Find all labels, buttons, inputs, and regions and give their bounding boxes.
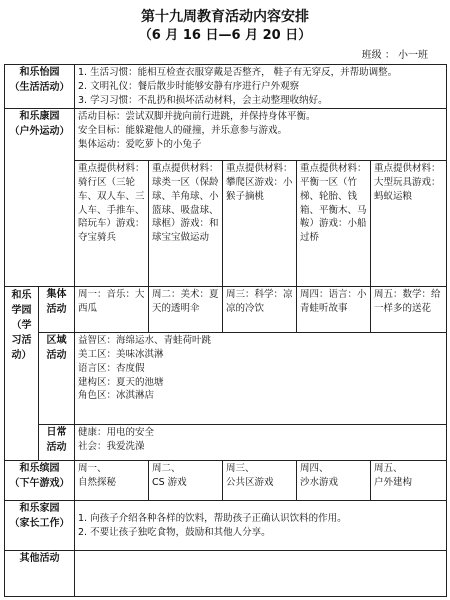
study-day-mon-text: 周一：音乐：大西瓜 [78, 289, 145, 315]
study-area-row [5, 333, 447, 425]
other-content [75, 551, 447, 597]
study-group-row [5, 287, 447, 333]
afternoon-fri-activity: 户外建构 [374, 477, 413, 489]
afternoon-tue-day: 周二、 [152, 463, 181, 475]
afternoon-fri [371, 461, 447, 501]
area-role: 角色区：冰淇淋店 [78, 390, 155, 402]
afternoon-wed-activity: 公共区游戏 [226, 477, 274, 489]
date-range: （6 月 16 日—6 月 20 日） [138, 28, 312, 43]
outdoor-area-3-text: 重点提供材料：攀爬区游戏：小猴子摘桃 [226, 163, 293, 202]
home-item-2: 2. 不要让孩子独吃食物，鼓励和其他人分享。 [78, 526, 271, 538]
outdoor-goals [75, 109, 447, 161]
other-label: 其他活动 [5, 551, 75, 597]
schedule-table [4, 64, 447, 597]
home-item-1: 1. 向孩子介绍各种各样的饮料，帮助孩子正确认识饮料的作用。 [78, 513, 347, 525]
study-day-tue [149, 287, 223, 333]
outdoor-area-1-text: 重点提供材料：骑行区（三轮车、双人车、三人车、手推车、陪玩车）游戏：夺宝骑兵 [78, 163, 145, 244]
daily-health: 健康：用电的安全 [78, 427, 155, 439]
study-day-mon [75, 287, 149, 333]
outdoor-header [5, 109, 75, 287]
life-item-3: 3. 学习习惯：不乱扔和损坏活动材料，会主动整理收纳好。 [78, 94, 328, 106]
life-row [5, 65, 447, 109]
life-item-1: 1. 生活习惯：能相互检查衣服穿戴是否整齐， 鞋子有无穿反，并帮助调整。 [78, 67, 398, 78]
afternoon-fri-day: 周五、 [374, 463, 403, 475]
afternoon-row [5, 461, 447, 501]
study-area-label: 区域活动 [39, 333, 75, 425]
home-row [5, 501, 447, 551]
afternoon-mon [75, 461, 149, 501]
life-name: 和乐怡园 [19, 67, 60, 78]
outdoor-goal-group: 集体运动：爱吃萝卜的小兔子 [78, 138, 202, 150]
study-daily-row [5, 425, 447, 461]
afternoon-thu [297, 461, 371, 501]
outdoor-area-2 [149, 161, 223, 287]
study-header [5, 287, 39, 461]
outdoor-area-4 [297, 161, 371, 287]
outdoor-area-2-text: 重点提供材料：球类一区（保龄球、羊角球、小篮球、吸盘球、球框）游戏：和球宝宝做运动 [152, 163, 219, 244]
afternoon-tue-activity: CS 游戏 [152, 477, 187, 489]
afternoon-name: 和乐缤园 [19, 463, 60, 475]
afternoon-wed [223, 461, 297, 501]
study-daily-label: 日常活动 [39, 425, 75, 461]
study-day-thu [297, 287, 371, 333]
study-name: 和乐学园 [11, 290, 32, 317]
study-daily-content [75, 425, 447, 461]
outdoor-area-5-text: 重点提供材料：大型玩具游戏：蚂蚁运粮 [374, 163, 441, 202]
outdoor-goal-safety: 安全目标：能躲避他人的碰撞，并乐意参与游戏。 [78, 125, 288, 137]
afternoon-tue [149, 461, 223, 501]
afternoon-mon-day: 周一、 [78, 463, 107, 475]
study-day-thu-text: 周四：语言：小青蛙听故事 [300, 289, 367, 315]
outdoor-goal-activity: 活动目标：尝试双脚并拢向前行进跳，并保持身体平衡。 [78, 111, 316, 123]
outdoor-type: （户外运动） [9, 125, 70, 137]
afternoon-type: （下午游戏） [9, 477, 70, 489]
life-header [5, 65, 75, 109]
area-art: 美工区：美味冰淇淋 [78, 349, 164, 361]
class-label: 班级 ： 小一班 [361, 50, 428, 61]
other-row [5, 551, 447, 597]
life-type: （生活活动） [9, 81, 70, 93]
outdoor-area-1 [75, 161, 149, 287]
outdoor-area-3 [223, 161, 297, 287]
outdoor-goal-row [5, 109, 447, 161]
study-group-label: 集体活动 [39, 287, 75, 333]
study-day-wed-text: 周三：科学：凉凉的冷饮 [226, 289, 293, 315]
area-building: 建构区：夏天的池塘 [78, 376, 164, 388]
home-name: 和乐家园 [19, 503, 60, 515]
afternoon-thu-activity: 沙水游戏 [300, 477, 339, 489]
area-puzzle: 益智区：海绵运水、青蛙荷叶跳 [78, 335, 212, 347]
page-title: 第十九周教育活动内容安排 [141, 9, 309, 25]
home-type: （家长工作） [9, 517, 70, 529]
outdoor-name: 和乐康园 [19, 111, 60, 123]
daily-social: 社会：我爱洗澡 [78, 441, 145, 453]
outdoor-area-4-text: 重点提供材料：平衡一区（竹梯、轮胎、钱箱、平衡木、马鞍）游戏：小船过桥 [300, 163, 367, 244]
home-header [5, 501, 75, 551]
study-day-fri [371, 287, 447, 333]
afternoon-header [5, 461, 75, 501]
home-content [75, 501, 447, 551]
life-content [75, 65, 447, 109]
study-day-fri-text: 周五：数学：给一样多的送花 [374, 289, 441, 315]
outdoor-area-5 [371, 161, 447, 287]
study-day-tue-text: 周二：美术：夏天的透明伞 [152, 289, 219, 315]
area-language: 语言区：杏度假 [78, 362, 145, 374]
study-day-wed [223, 287, 297, 333]
study-type: （学习活动） [11, 320, 32, 362]
afternoon-mon-activity: 自然探秘 [78, 477, 117, 489]
life-item-2: 2. 文明礼仪：餐后散步时能够安静有序进行户外观察 [78, 80, 300, 92]
study-area-content [75, 333, 447, 425]
afternoon-thu-day: 周四、 [300, 463, 329, 475]
afternoon-wed-day: 周三、 [226, 463, 255, 475]
